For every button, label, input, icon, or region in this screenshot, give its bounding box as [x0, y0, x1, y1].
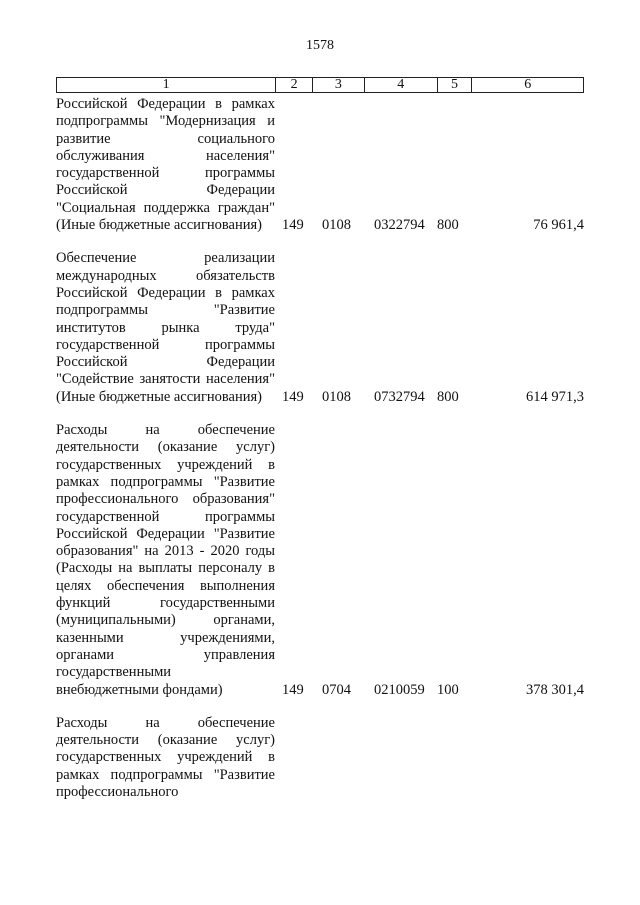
header-col-5: 5 — [437, 78, 472, 92]
row-section: 0108 — [322, 217, 351, 234]
row-expense-type: 100 — [437, 681, 459, 698]
table-row — [56, 250, 584, 406]
header-col-6: 6 — [471, 78, 583, 92]
header-col-2: 2 — [275, 78, 312, 92]
row-description: Российской Федерации в рамках подпрограммы "Модернизация и развитие социального обслуживания населения" государственной программы Российской Федерации "Социальная поддержка граждан" (Иные бюджетные ассигнования) — [56, 96, 275, 234]
header-col-4: 4 — [364, 78, 437, 92]
row-amount: 614 971,3 — [526, 389, 584, 406]
table-row — [56, 715, 584, 801]
row-expense-type: 800 — [437, 389, 459, 406]
row-section: 0704 — [322, 681, 351, 698]
row-expense-type: 800 — [437, 217, 459, 234]
row-amount: 76 961,4 — [533, 217, 584, 234]
row-section: 0108 — [322, 389, 351, 406]
table-row — [56, 422, 584, 699]
page-number: 1578 — [306, 38, 334, 53]
table-row — [56, 96, 584, 234]
table-body — [56, 96, 584, 817]
row-target: 0322794 — [374, 217, 425, 234]
header-col-1: 1 — [162, 77, 170, 92]
row-amount: 378 301,4 — [526, 681, 584, 698]
row-description: Обеспечение реализации международных обязательств Российской Федерации в рамках подпрограммы "Развитие институтов рынка труда" государственной программы Российской Федерации "Содействие занятости населения" (Иные бюджетные ассигнования) — [56, 250, 275, 405]
row-target: 0732794 — [374, 389, 425, 406]
row-description: Расходы на обеспечение деятельности (оказание услуг) государственных учреждений в рамках подпрограммы "Развитие профессионального — [56, 714, 275, 800]
row-code: 149 — [282, 389, 304, 406]
row-description: Расходы на обеспечение деятельности (оказание услуг) государственных учреждений в рамках подпрограммы "Развитие профессионального образования" государственной программы Российской Федерации "Развитие образования" на 2013 - 2020 годы (Расходы на выплаты персоналу в целях обеспечения выполнения функций государственными (муниципальными) органами, казенными учреждениями, органами управления государственными внебюджетными фондами) — [56, 422, 275, 698]
header-col-3: 3 — [312, 78, 364, 92]
row-target: 0210059 — [374, 681, 425, 698]
table-header — [56, 77, 584, 93]
row-code: 149 — [282, 217, 304, 234]
row-code: 149 — [282, 681, 304, 698]
